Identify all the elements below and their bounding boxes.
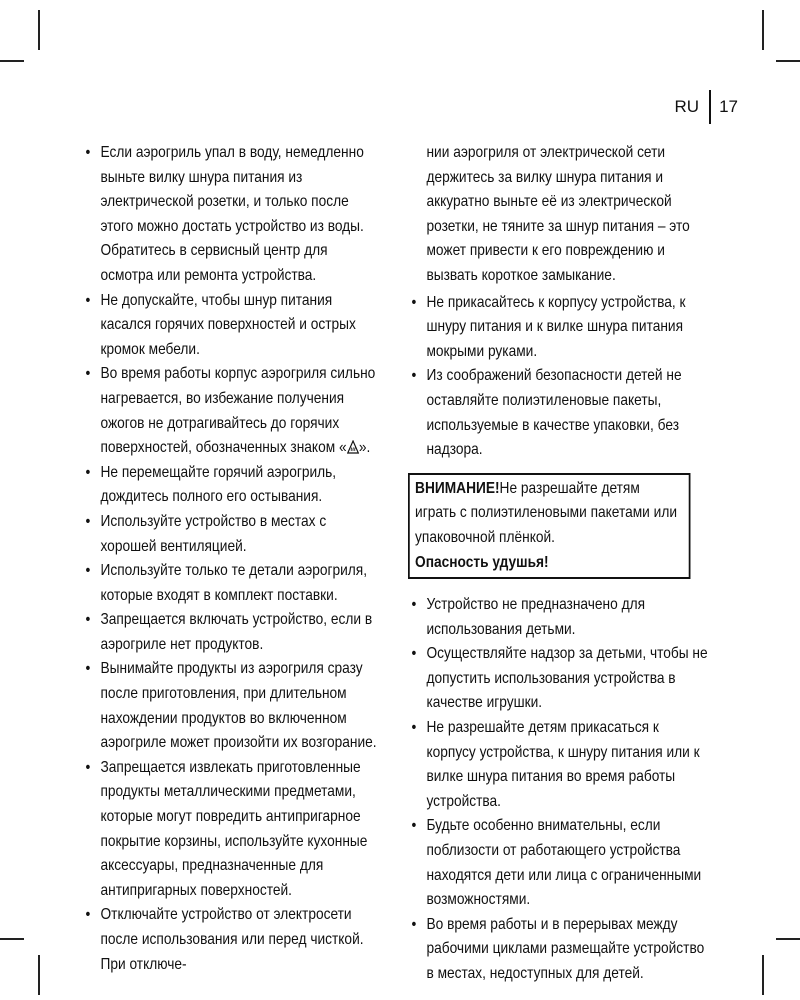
safety-list-right-top [408, 291, 709, 463]
list-item: • Вынимайте продукты из аэрогриля сразу после приготовления, при длительном нахождении продуктов во включенном аэрогриле может произойти их возгорание. [85, 660, 377, 752]
list-item: • Не прикасайтесь к корпусу устройства, к шнуру питания и к вилке шнура питания мокрыми руками. [411, 293, 686, 360]
crop-mark [38, 10, 40, 50]
list-item: • Во время работы корпус аэрогриля сильно нагревается, во избежание получения ожогов не дотрагивайтесь до горячих поверхностей, обозначенных знаком « ». [85, 365, 376, 457]
crop-mark [0, 938, 24, 940]
crop-mark [776, 938, 800, 940]
warning-text: Не разрешайте детям играть с полиэтиленовыми пакетами или упаковочной плёнкой. [415, 479, 678, 546]
list-item: • Не разрешайте детям прикасаться к корпусу устройства, к шнуру питания или к вилке шнура питания во время работы устройства. [411, 719, 700, 810]
safety-list-right-bottom [408, 593, 709, 987]
list-item: • Запрещается включать устройство, если в аэрогриле нет продуктов. [85, 611, 373, 653]
list-item: • Не перемещайте горячий аэрогриль, дождитесь полного его остывания. [85, 463, 337, 506]
left-column [82, 141, 377, 977]
list-item: • Осуществляйте надзор за детьми, чтобы не допустить использования устройства в качестве игрушки. [411, 645, 708, 712]
list-item: • Устройство не предназначено для использования детьми. [411, 596, 646, 638]
list-item: • Из соображений безопасности детей не оставляйте полиэтиленовые пакеты, используемые в качестве упаковки, без надзора. [411, 367, 682, 459]
list-item: • Будьте особенно внимательны, если поблизости от работающего устройства находятся дети или лица с ограниченными возможностями. [411, 817, 702, 909]
right-column [408, 141, 709, 987]
crop-mark [776, 60, 800, 62]
hot-surface-warning-icon [347, 440, 359, 454]
list-item: • Если аэрогриль упал в воду, немедленно выньте вилку шнура питания из электрической розетки, и только после этого можно достать устройство из воды. Обратитесь в сервисный центр для осмотра или ремонта устройства. [85, 144, 364, 284]
crop-mark [762, 10, 764, 50]
safety-list-left [82, 141, 377, 977]
language-code: RU [674, 97, 700, 116]
list-item: • Используйте устройство в местах с хорошей вентиляцией. [85, 512, 327, 555]
warning-box [408, 473, 690, 579]
list-item: • Не допускайте, чтобы шнур питания касался горячих поверхностей и острых кромок мебели. [85, 291, 356, 358]
list-item: • Отключайте устройство от электросети после использования или перед чисткой. При отключе- [85, 906, 364, 973]
crop-mark [38, 955, 40, 995]
crop-mark [762, 955, 764, 995]
warning-label: ВНИМАНИЕ! [415, 479, 500, 497]
warning-emphasis: Опасность удушья! [415, 553, 549, 571]
list-item: • Используйте только те детали аэрогриля, которые входят в комплект поставки. [85, 562, 368, 604]
crop-mark [0, 60, 24, 62]
page-header [675, 90, 738, 124]
continued-paragraph: нии аэрогриля от электрической сети держитесь за вилку шнура питания и аккуратно выньте её из электрической розетки, не тяните за шнур питания – это может привести к его повреждению и вызвать короткое замыкание. [426, 144, 690, 284]
page-number: 17 [719, 97, 738, 116]
list-item: • Запрещается извлекать приготовленные продукты металлическими предметами, которые могут повредить антипригарное покрытие корзины, используйте кухонные аксессуары, предназначенные для антипригарных поверхностей. [85, 758, 368, 899]
list-item: • Во время работы и в перерывах между рабочими циклами размещайте устройство в местах, недоступных для детей. [411, 915, 705, 982]
